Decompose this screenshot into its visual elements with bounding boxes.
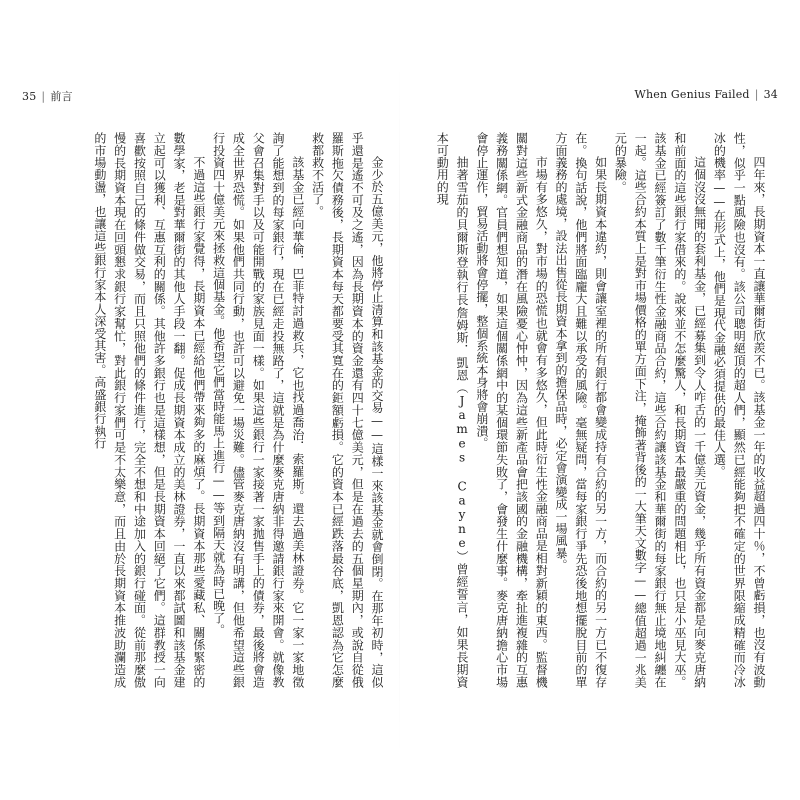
right-page [400, 88, 778, 728]
right-running-head [634, 88, 778, 106]
paragraph: 這個沒沒無聞的套利基金，已經募集到令人咋舌的一千億美元資金，幾乎所有資金都是向麥克唐納和前面的這些銀行家借來的。說來並不怎麼驚人，和長期資本最嚴重的問題相比，也只是小巫見大巫。該基金已經簽訂了數千筆衍生性金融商品合約，這些合約讓該基金和華爾街的每家銀行無止境地糾纏在一起。這些合約本質上是對市場價格的單方面下注，掩飾著背後的一大筆天文數字——總值超過一兆美元的暴險。 [613, 132, 707, 688]
left-section-title: 前言 [50, 90, 73, 103]
running-head-separator: | [754, 88, 759, 101]
left-running-head [22, 88, 73, 106]
right-page-number: 34 [763, 88, 778, 101]
left-page [22, 88, 400, 728]
paragraph: 不過這些銀行家覺得，長期資本已經給他們帶來夠多的麻煩了。長期資本那些愛藏私、關係緊密的數學家，老是對華爾街的其他人手段一翻。促成長期資本成立的美林證券，一直以來都試圖和該基金建立起可以獲利、互惠互利的關係。其他許多銀行也是這樣想，但是長期資本回絕了它們。這群教授一向喜歡按照自己的條件做交易，而且只照他們的條件進行，完全不想和中途加入的銀行碰面。從前那麼傲慢的長期資本現在回頭懇求銀行家幫忙，對此銀行家們可是不太樂意，而且由於長期資本推波助瀾造成的市場動盪，也讓這些銀行家本人深受其害。高盛銀行執行 [92, 132, 206, 688]
right-book-title: When Genius Failed [634, 88, 750, 101]
paragraph: 市場有多悠久，對市場的恐慌也就會有多悠久，但此時衍生性金融商品是相對新穎的東西。監督機關對這些新式金融商品的潛在風險憂心忡忡，因為這些新產品會把該國的金融機構，牽扯進複雜的互惠義務關係網。官員們想知道，如果這個關係網中的某個環節失敗了，會發生什麼事。麥克唐納擔心市場會停止運作，貿易活動將會停擺，整個系統本身將會崩潰。 [474, 132, 549, 688]
paragraph: 抽著雪茄的貝爾斯登執行長詹姆斯．凱恩（James Cayne）曾經誓言，如果長期資本可動用的現 [435, 132, 470, 688]
paragraph: 如果長期資本違約，則會讓室裡的所有銀行都會變成持有合約的另一方，而合約的另一方已不復存在。換句話說，他們將面臨龐大且難以承受的風險。毫無疑問，當每家銀行爭先恐後地想擺脫目前的單方面義務的處境，設法出售從長期資本拿到的擔保品時，必定會演變成一場風暴。 [554, 132, 608, 688]
left-page-number: 35 [22, 90, 37, 103]
paragraph: 該基金已經向華倫．巴菲特討過救兵，它也找過喬治．索羅斯。還去過美林證券。它一家一家地徵詢了能想到的每家銀行，現在已經走投無路了，這就是為什麼麥克唐納非得邀請銀行家來開會。就像教父會召集對手以及可能開戰的家族見面一樣。如果這些銀行一家接著一家拋售手上的債券，最後將會造成全世界恐慌。如果他們共同行動，也許可以避免一場災難。儘管麥克唐納沒有明講，但他希望這些銀行投資四十億美元來拯救這個基金。他希望它們當時能馬上進行——等到隔天就為時已晚了。 [211, 132, 305, 688]
paragraph: 金少於五億美元，他將停止清算和該基金的交易——這樣一來該基金就會倒閉。在那年初時，這似乎還是遙不可及之遙，因為長期資本的資金還有四十七億美元，但是在過去的五個星期內，或說自從俄羅斯拖欠債務後，長期資本每天都要受其寬在的鉅額虧損。它的資本已經跌落最谷底，凱恩認為它怎麼救都救不活了。 [310, 132, 384, 688]
running-head-separator: | [41, 90, 46, 103]
paragraph: 四年來，長期資本一直讓華爾街欣羨不已。該基金一年的收益超過四十％，不曾虧損，也沒有波動性，似乎一點風險也沒有。該公司聰明絕頂的超人們，顯然已經能夠把不確定的世界限縮成精確而冷冰冰的機率——在形式上，他們是現代金融必須提供的最佳人選。 [712, 132, 766, 688]
left-body-text [30, 132, 386, 688]
right-body-text [414, 132, 768, 688]
